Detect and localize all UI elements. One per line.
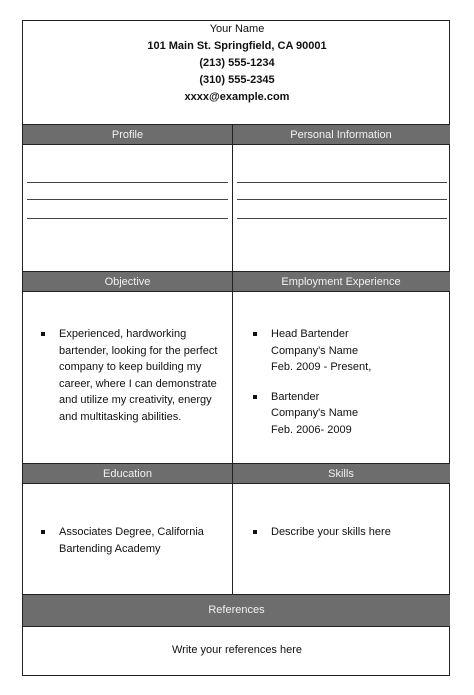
resume-address: 101 Main St. Springfield, CA 90001 [147,40,327,52]
job-company: Company's Name [271,344,359,357]
personal-line-1 [237,182,447,183]
personal-line-3 [237,218,447,219]
section-header-education: Education [23,463,232,484]
section-header-employment-experience: Employment Experience [232,271,450,292]
education-list [41,524,226,557]
bullet-icon [41,530,45,534]
bullet-icon [253,332,257,336]
bullet-icon [41,332,45,336]
section-header-skills: Skills [232,463,450,484]
job-dates: Feb. 2009 - Present, [271,361,372,373]
column-divider [232,124,233,594]
section-header-objective: Objective [23,271,232,292]
employment-list [253,326,443,451]
resume-name: Your Name [209,23,265,35]
employment-item [253,326,443,376]
references-text: Write your references here [171,644,303,656]
section-header-profile: Profile [23,124,232,145]
education-item: Associates Degree, California Bartending Academy [41,524,226,557]
resume-frame [22,20,450,676]
job-title: Head Bartender [271,328,349,340]
objective-item: Experienced, hardworking bartender, looking for the perfect company to keep building my career, where I can demonstrate and utilize my creativity, energy and multitasking abilities. [41,326,231,425]
job-title: Bartender [271,390,320,403]
section-header-personal-information: Personal Information [232,124,450,145]
skills-item: Describe your skills here [253,524,443,541]
employment-item [253,389,443,439]
objective-list [41,326,231,425]
resume-email: xxxx@example.com [184,91,290,103]
profile-line-1 [27,182,228,183]
profile-line-2 [27,199,228,200]
job-dates: Feb. 2006- 2009 [271,423,352,436]
skills-list [253,524,443,541]
resume-phone-1: (213) 555-1234 [199,57,275,69]
bullet-icon [253,395,257,399]
job-company: Company's Name [271,407,359,419]
section-header-references: References [23,594,450,627]
resume-phone-2: (310) 555-2345 [199,74,275,86]
bullet-icon [253,530,257,534]
personal-line-2 [237,199,447,200]
profile-line-3 [27,218,228,219]
